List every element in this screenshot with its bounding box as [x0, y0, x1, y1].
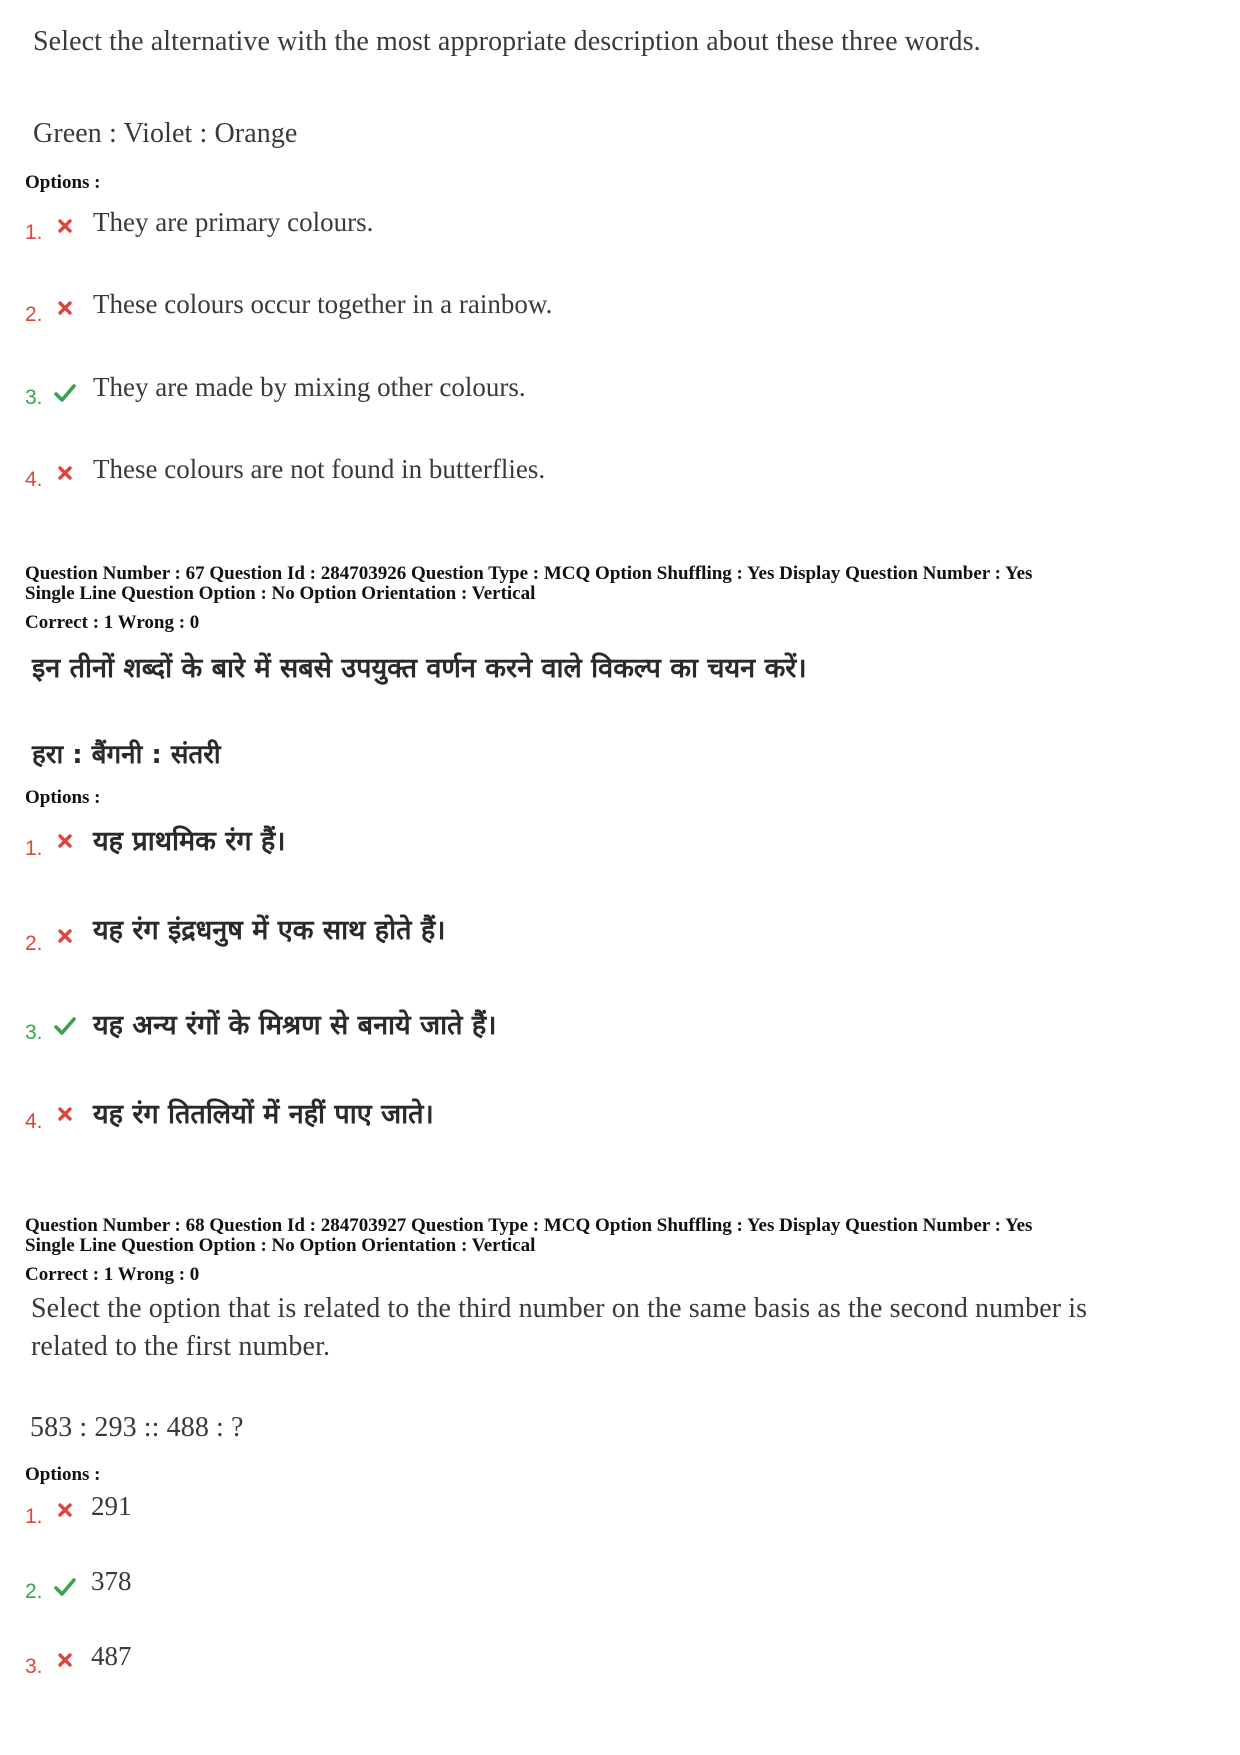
check-icon — [53, 1015, 77, 1037]
option-number: 1. — [25, 221, 43, 244]
question-text: इन तीनों शब्दों के बारे में सबसे उपयुक्त वर्णन करने वाले विकल्प का चयन करें। — [32, 653, 807, 684]
cross-icon — [55, 298, 75, 318]
cross-icon — [55, 831, 75, 851]
question-meta: Single Line Question Option : No Option Orientation : Vertical — [25, 1235, 536, 1256]
option-text: They are made by mixing other colours. — [93, 372, 526, 402]
option-text: They are primary colours. — [93, 207, 374, 237]
question-meta: Question Number : 68 Question Id : 284703927 Question Type : MCQ Option Shuffling : Yes Display Question Number : Yes — [25, 1215, 1033, 1236]
option-number: 1. — [25, 837, 43, 860]
cross-icon — [55, 463, 75, 483]
option-number: 3. — [25, 386, 43, 409]
cross-icon — [55, 1650, 75, 1670]
question-meta: Question Number : 67 Question Id : 284703926 Question Type : MCQ Option Shuffling : Yes Display Question Number : Yes — [25, 563, 1033, 584]
options-label: Options : — [25, 787, 101, 808]
option-text: These colours are not found in butterflies. — [93, 454, 546, 484]
question-subtext: 583 : 293 :: 488 : ? — [30, 1412, 244, 1443]
option-number: 3. — [25, 1655, 43, 1678]
option-number: 3. — [25, 1021, 43, 1044]
cross-icon — [55, 926, 75, 946]
check-icon — [53, 1576, 77, 1598]
option-text: यह रंग इंद्रधनुष में एक साथ होते हैं। — [93, 915, 446, 946]
option-number: 4. — [25, 468, 43, 491]
option-text: 378 — [91, 1566, 132, 1596]
check-icon — [53, 382, 77, 404]
cross-icon — [55, 1500, 75, 1520]
options-label: Options : — [25, 172, 101, 193]
question-subtext: Green : Violet : Orange — [33, 118, 298, 149]
option-number: 2. — [25, 303, 43, 326]
option-text: यह प्राथमिक रंग हैं। — [93, 826, 286, 857]
marks-info: Correct : 1 Wrong : 0 — [25, 1264, 200, 1285]
question-text: Select the option that is related to the third number on the same basis as the second number is related to the first number. — [31, 1293, 1088, 1362]
option-number: 2. — [25, 932, 43, 955]
option-number: 2. — [25, 1580, 43, 1603]
cross-icon — [55, 216, 75, 236]
option-number: 4. — [25, 1110, 43, 1133]
option-text: यह रंग तितलियों में नहीं पाए जाते। — [93, 1099, 434, 1130]
option-text: 291 — [91, 1491, 132, 1521]
option-number: 1. — [25, 1505, 43, 1528]
question-text: Select the alternative with the most appropriate description about these three words. — [33, 26, 981, 57]
option-text: यह अन्य रंगों के मिश्रण से बनाये जाते हैं। — [93, 1010, 497, 1041]
option-text: 487 — [91, 1641, 132, 1671]
question-meta: Single Line Question Option : No Option Orientation : Vertical — [25, 583, 536, 604]
marks-info: Correct : 1 Wrong : 0 — [25, 612, 200, 633]
options-label: Options : — [25, 1464, 101, 1485]
option-text: These colours occur together in a rainbow. — [93, 289, 553, 319]
cross-icon — [55, 1104, 75, 1124]
question-subtext: हरा : बैंगनी : संतरी — [32, 740, 221, 770]
